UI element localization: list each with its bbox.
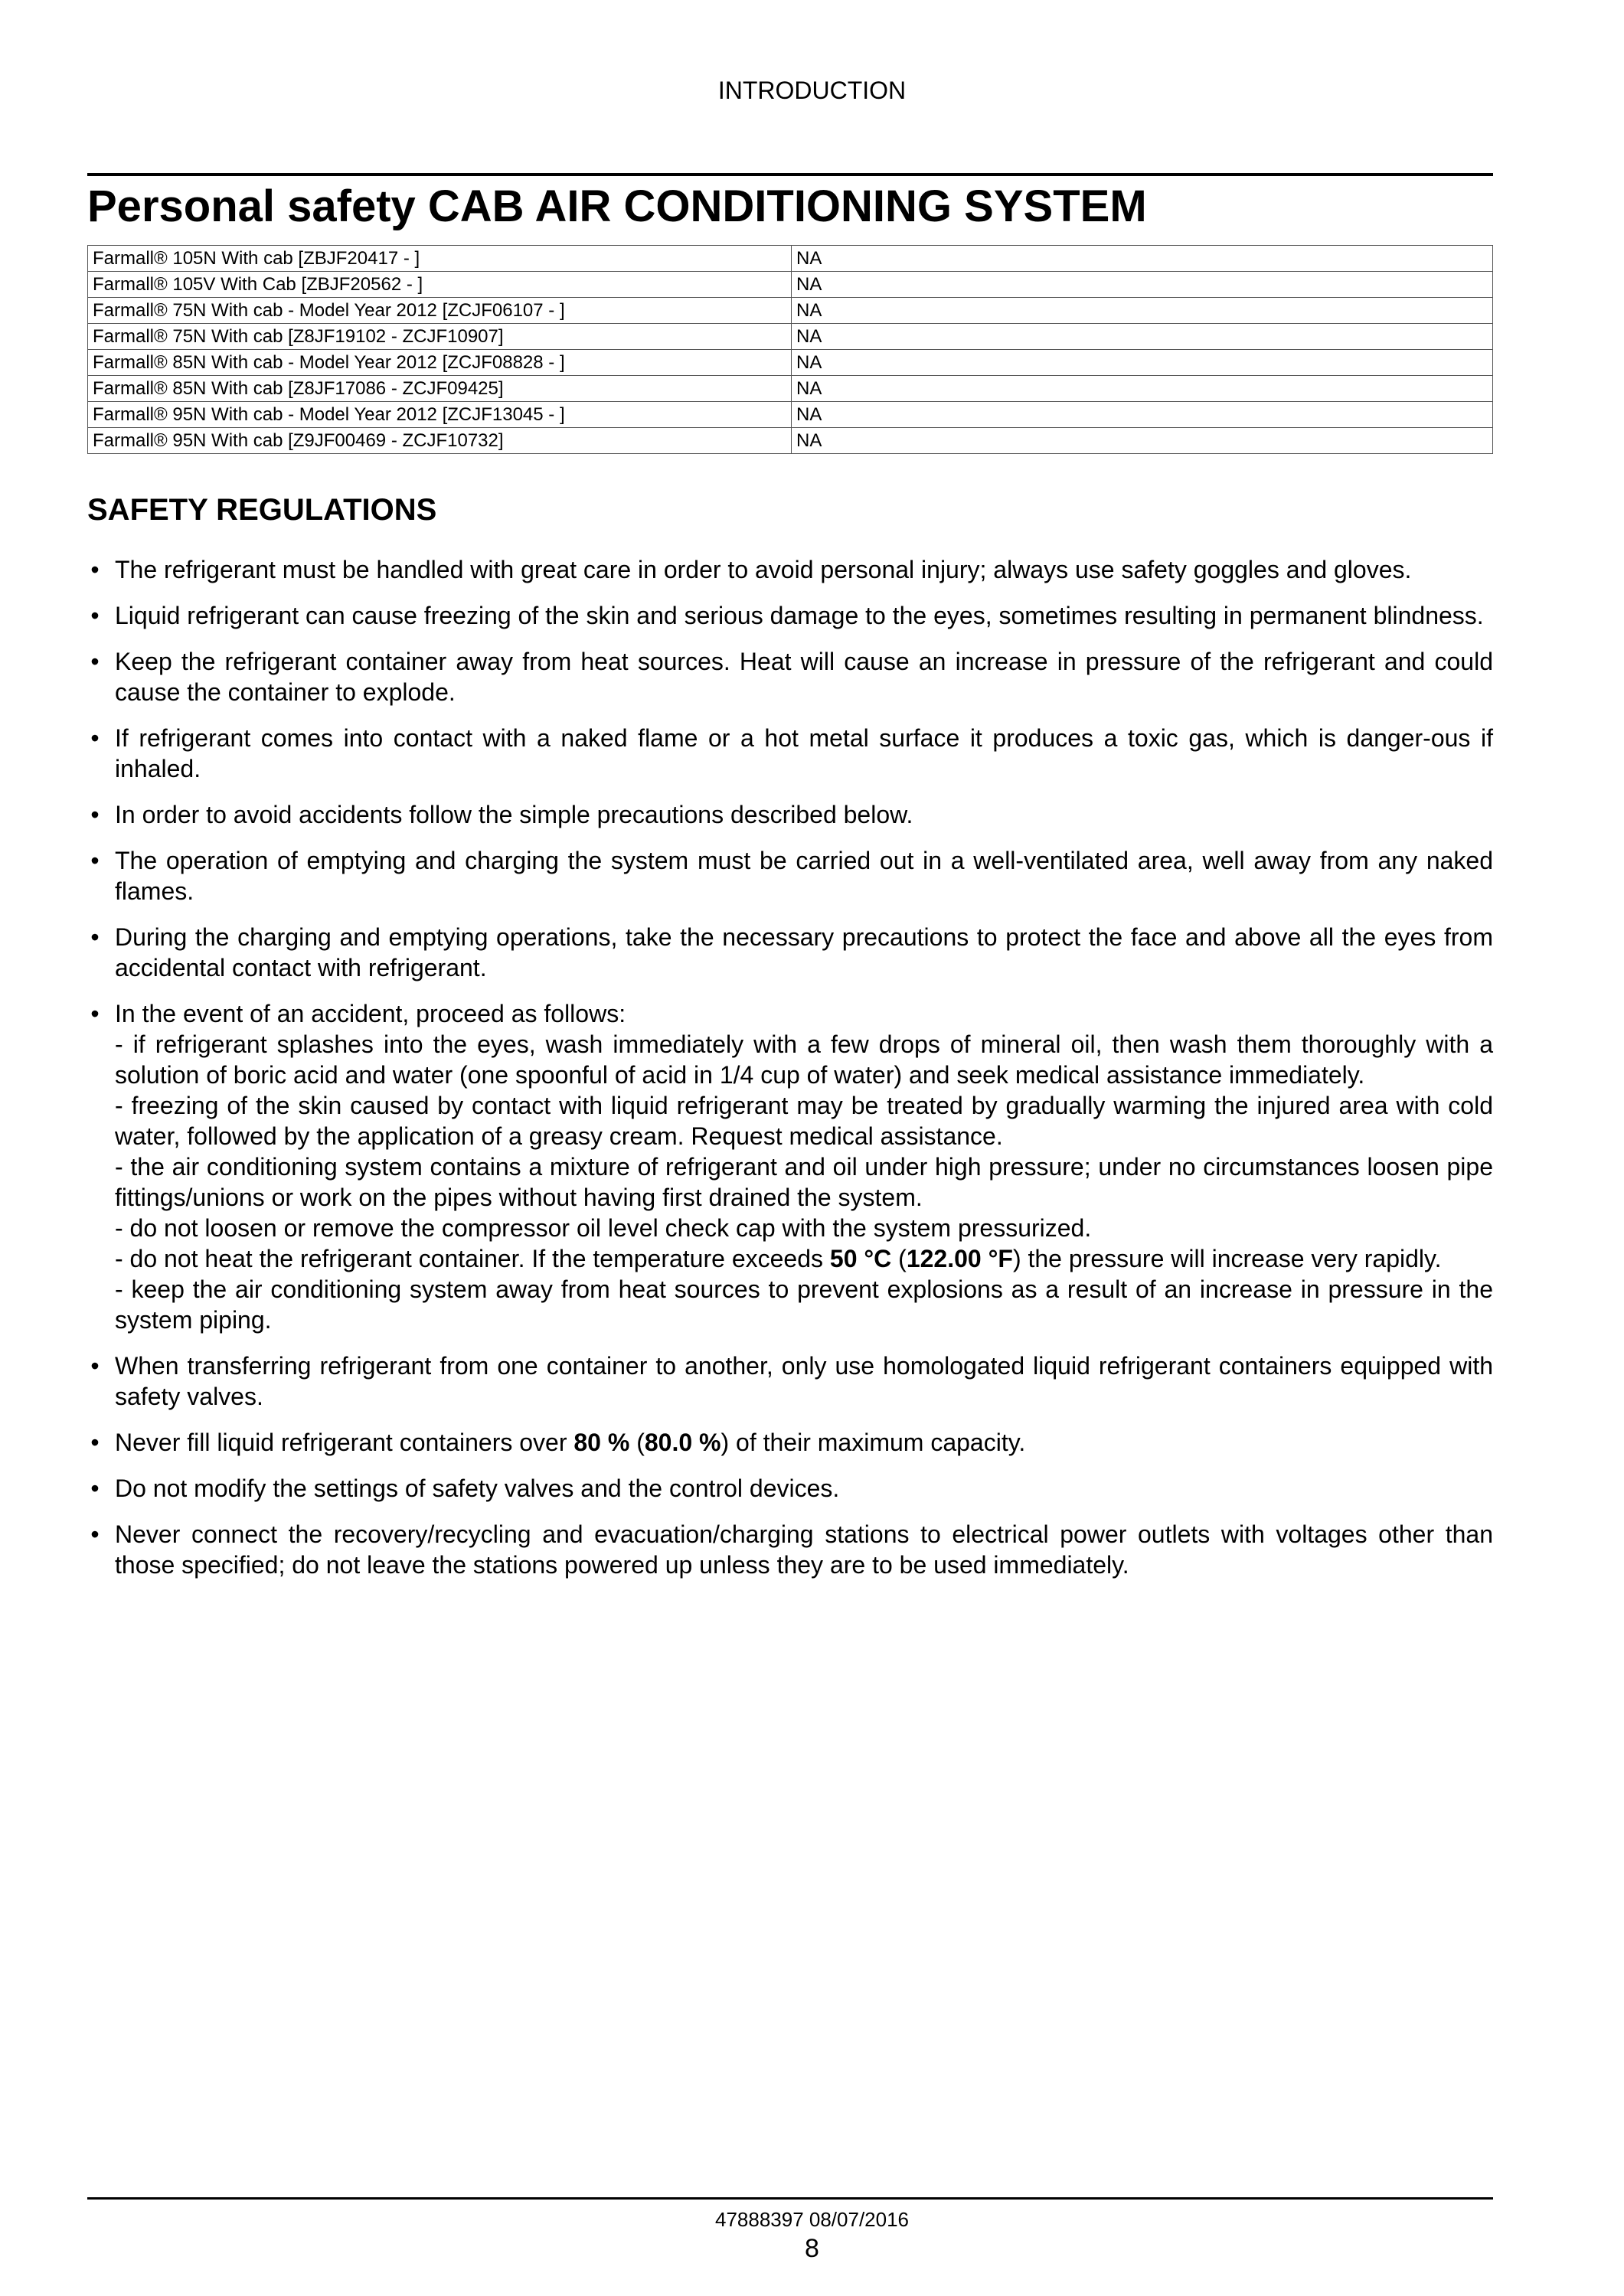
value-cell: NA [792,272,1493,298]
bullet-icon: • [90,556,100,583]
list-item [87,646,1493,707]
accident-skin: - freezing of the skin caused by contact with liquid refrigerant may be treated by gradually warming the injured area with cold water, followed by the application of a greasy cream. Request medical assistance. [115,1092,1493,1150]
bullet-icon: • [90,602,100,629]
bullet-icon: • [90,801,100,828]
list-item [87,922,1493,983]
models-table [87,245,1493,454]
value-cell: NA [792,376,1493,402]
bullet-icon: • [90,648,100,675]
accident-heat-sources: - keep the air conditioning system away from heat sources to prevent explosions as a result of an increase in pressure in the system piping. [115,1275,1493,1334]
model-cell: Farmall® 85N With cab - Model Year 2012 [ZCJF08828 - ] [88,350,792,376]
list-item-text: Never fill liquid refrigerant containers over 80 % (80.0 %) of their maximum capacity. [115,1429,1026,1456]
page-number: 8 [805,2234,819,2263]
bullet-icon: • [90,1475,100,1502]
list-item-text: Keep the refrigerant container away from heat sources. Heat will cause an increase in pressure of the refrigerant and could cause the container to explode. [115,648,1493,706]
bullet-icon: • [90,724,100,752]
safety-list [87,554,1493,1595]
page-title: Personal safety CAB AIR CONDITIONING SYSTEM [87,181,1147,231]
bullet-icon: • [90,1429,100,1456]
list-item-text: The refrigerant must be handled with great care in order to avoid personal injury; always use safety goggles and gloves. [115,556,1412,583]
table-row [88,350,1493,376]
value-cell: NA [792,350,1493,376]
temperature-celsius: 50 °C [829,1245,892,1272]
list-item [87,1350,1493,1412]
value-cell: NA [792,246,1493,272]
bullet-icon: • [90,1520,100,1548]
value-cell: NA [792,324,1493,350]
list-item-text: If refrigerant comes into contact with a naked flame or a hot metal surface it produces a toxic gas, which is danger-ous if inhaled. [115,724,1493,782]
section-heading: SAFETY REGULATIONS [87,493,437,527]
value-cell: NA [792,428,1493,454]
accident-pressure: - the air conditioning system contains a mixture of refrigerant and oil under high pressure; under no circumstances loosen pipe fittings/unions or work on the pipes without having first drained the system. [115,1153,1493,1211]
bullet-icon: • [90,1352,100,1380]
capacity-percent: 80 % [573,1429,630,1456]
model-cell: Farmall® 95N With cab - Model Year 2012 [ZCJF13045 - ] [88,402,792,428]
bullet-icon: • [90,923,100,951]
table-row [88,298,1493,324]
model-cell: Farmall® 105V With Cab [ZBJF20562 - ] [88,272,792,298]
list-item [87,1427,1493,1458]
table-row [88,376,1493,402]
running-header: INTRODUCTION [717,77,907,104]
model-cell: Farmall® 105N With cab [ZBJF20417 - ] [88,246,792,272]
capacity-percent-decimal: 80.0 % [644,1429,721,1456]
header-rule [87,173,1493,176]
table-row [88,428,1493,454]
footer-rule [87,2197,1493,2200]
model-cell: Farmall® 85N With cab [Z8JF17086 - ZCJF09425] [88,376,792,402]
list-item-text: Do not modify the settings of safety valves and the control devices. [115,1475,840,1502]
bullet-icon: • [90,1000,100,1027]
list-item [87,723,1493,784]
list-item [87,554,1493,585]
list-item [87,600,1493,631]
list-item [87,845,1493,906]
list-item-text: Liquid refrigerant can cause freezing of the skin and serious damage to the eyes, sometimes resulting in permanent blindness. [115,602,1484,629]
accident-oil-cap: - do not loosen or remove the compressor oil level check cap with the system pressurized. [115,1214,1092,1242]
model-cell: Farmall® 95N With cab [Z9JF00469 - ZCJF10732] [88,428,792,454]
table-row [88,246,1493,272]
value-cell: NA [792,402,1493,428]
accident-list-item [87,998,1493,1335]
document-code: 47888397 08/07/2016 [714,2208,910,2231]
list-item-text: During the charging and emptying operations, take the necessary precautions to protect the face and above all the eyes from accidental contact with refrigerant. [115,923,1493,981]
list-item-text: The operation of emptying and charging the system must be carried out in a well-ventilated area, well away from any naked flames. [115,847,1493,905]
table-row [88,272,1493,298]
value-cell: NA [792,298,1493,324]
list-item-text: In order to avoid accidents follow the simple precautions described below. [115,801,913,828]
table-row [88,402,1493,428]
list-item [87,799,1493,830]
list-item [87,1519,1493,1580]
list-item-text: When transferring refrigerant from one container to another, only use homologated liquid refrigerant containers equipped with safety valves. [115,1352,1493,1410]
bullet-icon: • [90,847,100,874]
table-row [88,324,1493,350]
model-cell: Farmall® 75N With cab - Model Year 2012 [ZCJF06107 - ] [88,298,792,324]
model-cell: Farmall® 75N With cab [Z8JF19102 - ZCJF10907] [88,324,792,350]
list-item-text: Never connect the recovery/recycling and evacuation/charging stations to electrical power outlets with voltages other than those specified; do not leave the stations powered up unless they are to be used immediately. [115,1520,1493,1579]
accident-eyes: - if refrigerant splashes into the eyes, wash immediately with a few drops of mineral oil, then wash them thoroughly with a solution of boric acid and water (one spoonful of acid in 1/4 cup of water) and seek medical assistance immediately. [115,1030,1493,1089]
temperature-fahrenheit: 122.00 °F [906,1245,1013,1272]
list-item [87,1473,1493,1504]
accident-intro: In the event of an accident, proceed as follows: [115,1000,626,1027]
accident-temperature: - do not heat the refrigerant container. If the temperature exceeds 50 °C (122.00 °F) the pressure will increase very rapidly. [115,1245,1442,1272]
